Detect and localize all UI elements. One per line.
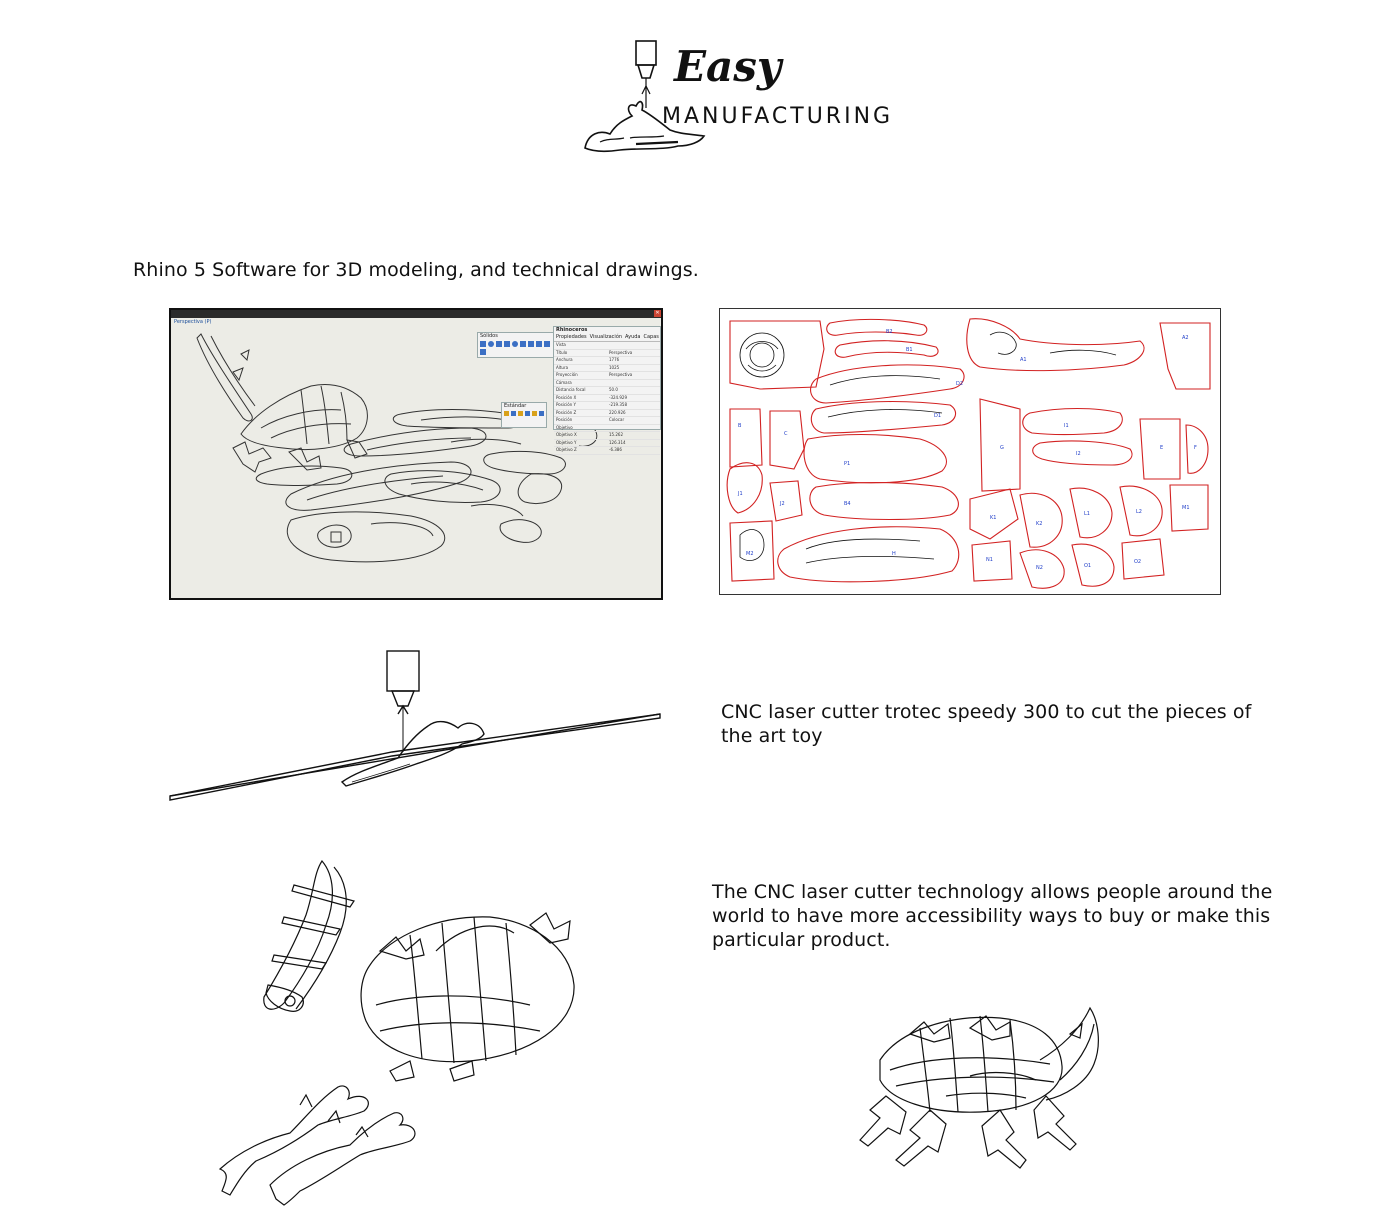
logo-word-easy: Easy <box>674 42 782 91</box>
part-label: B <box>738 423 742 429</box>
property-key: Altura <box>556 364 569 370</box>
property-value: 15.262 <box>609 432 623 437</box>
part-label: F <box>1194 445 1197 451</box>
property-value: 220.926 <box>609 409 626 415</box>
part-j1 <box>727 463 762 513</box>
engrave-face-inner <box>750 343 774 367</box>
assembled-beetle-drawing <box>850 1000 1110 1180</box>
part-c <box>770 411 804 469</box>
part-label: A1 <box>1020 357 1027 363</box>
panel-tab-layers: Capas <box>643 334 659 340</box>
cut-sheet-drawing <box>720 309 1220 594</box>
property-key: Cámara <box>556 379 572 385</box>
caption-accessibility: The CNC laser cutter technology allows people around the world to have more accessibility ways to buy or make this particular product. <box>712 881 1273 951</box>
part-i2 <box>1023 409 1123 435</box>
property-row <box>554 440 660 448</box>
part-label: M1 <box>1182 505 1190 511</box>
tool-scale-icon <box>525 411 530 416</box>
property-row <box>554 342 660 350</box>
part-label: O2 <box>1134 559 1142 565</box>
property-key: Proyección <box>556 372 578 377</box>
part-label: K1 <box>990 515 997 521</box>
exploded-pieces-illustration <box>210 855 590 1205</box>
property-key: Objetivo X <box>556 432 577 437</box>
property-key: Objetivo Y <box>556 439 577 445</box>
laser-cutter-illustration <box>166 648 666 808</box>
caption-laser: CNC laser cutter trotec speedy 300 to cut the pieces of the art toy <box>721 701 1252 747</box>
property-value <box>607 425 660 432</box>
part-label: G <box>1000 445 1004 451</box>
property-key: Objetivo <box>556 424 573 430</box>
properties-panel-title: Rhinoceros <box>556 327 588 333</box>
part-label: B2 <box>886 329 893 335</box>
property-value: -6.386 <box>609 447 622 452</box>
standard-toolbar <box>501 402 547 428</box>
property-value: 1776 <box>609 357 620 362</box>
property-key: Título <box>556 349 568 355</box>
part-label: E <box>1160 445 1164 451</box>
property-value <box>607 380 660 387</box>
property-row <box>554 425 660 433</box>
property-value: 50.0 <box>609 387 618 392</box>
property-row <box>554 417 660 425</box>
part-label: B1 <box>906 347 913 353</box>
rhino-viewport-screenshot <box>169 308 663 600</box>
part-o1 <box>1072 544 1114 586</box>
property-value: 126.314 <box>609 439 626 445</box>
property-value: Perspectiva <box>609 349 633 355</box>
property-key: Posición X <box>556 394 577 400</box>
property-row <box>554 380 660 388</box>
property-row <box>554 432 660 440</box>
part-label: C <box>784 431 788 437</box>
engrave-face-ring <box>740 333 784 377</box>
logo-word-manufacturing: MANUFACTURING <box>662 104 894 129</box>
property-value: Perspectiva <box>609 372 633 377</box>
part-leg-a1 <box>967 319 1144 371</box>
part-label: H <box>892 551 896 557</box>
property-row <box>554 365 660 373</box>
property-key: Distancia focal <box>556 387 586 392</box>
tool-mirror-icon <box>532 411 537 416</box>
property-key: Vista <box>556 342 566 347</box>
part-label: N1 <box>986 557 993 563</box>
part-p1 <box>804 435 946 483</box>
part-o2 <box>1122 539 1164 579</box>
tool-copy-icon <box>511 411 516 416</box>
part-label: P1 <box>844 461 851 467</box>
part-h <box>778 527 959 582</box>
part-l1 <box>1070 488 1112 538</box>
property-key: Posición <box>556 417 573 422</box>
part-label: A2 <box>1182 335 1189 341</box>
part-label: L1 <box>1084 511 1090 517</box>
part-label: O1 <box>1084 563 1092 569</box>
part-label: J1 <box>738 491 743 497</box>
properties-rows <box>554 342 660 455</box>
part-k1 <box>970 489 1018 539</box>
part-label: N2 <box>1036 565 1043 571</box>
part-label: I1 <box>1064 423 1069 429</box>
part-label: B4 <box>844 501 851 507</box>
part-j2 <box>770 481 802 521</box>
tool-fillet-icon <box>544 341 550 347</box>
solids-toolbar-title: Sólidos <box>480 333 498 339</box>
part-f <box>1186 425 1208 473</box>
property-value: -324.929 <box>609 394 627 400</box>
part-label: L2 <box>1136 509 1142 515</box>
part-b4 <box>810 483 959 520</box>
part-label: I2 <box>1076 451 1081 457</box>
brand-logo <box>580 38 894 158</box>
property-key: Anchura <box>556 357 573 362</box>
property-row <box>554 372 660 380</box>
properties-panel <box>553 326 661 452</box>
property-row <box>554 410 660 418</box>
property-key: Posición Z <box>556 409 577 415</box>
property-key: Posición Y <box>556 402 576 407</box>
part-head <box>730 321 824 389</box>
part-label: M2 <box>746 551 754 557</box>
tool-boolean-icon <box>536 341 542 347</box>
tool-sphere-icon <box>488 341 494 347</box>
property-row <box>554 402 660 410</box>
caption-rhino: Rhino 5 Software for 3D modeling, and technical drawings. <box>133 259 699 281</box>
tool-extrude-icon <box>528 341 534 347</box>
tool-cone-icon <box>504 341 510 347</box>
assembled-toy-illustration <box>850 1000 1110 1180</box>
tool-torus-icon <box>512 341 518 347</box>
property-value: 1025 <box>609 364 620 370</box>
part-label: J2 <box>780 501 785 507</box>
tool-rotate-icon <box>518 411 523 416</box>
tool-box-icon <box>480 341 486 347</box>
panel-tab-properties: Propiedades <box>556 334 587 340</box>
part-a2 <box>1160 323 1210 389</box>
property-value <box>607 342 660 349</box>
laser-cut-sheet <box>719 308 1221 595</box>
solids-toolbar <box>477 332 557 358</box>
exploded-assembly-drawing <box>210 855 590 1205</box>
property-row <box>554 447 660 455</box>
property-row <box>554 350 660 358</box>
tool-array-icon <box>539 411 544 416</box>
panel-tab-display: Visualización <box>589 334 623 340</box>
property-value: Colocar <box>609 417 625 422</box>
property-row <box>554 357 660 365</box>
part-i1 <box>1033 441 1132 465</box>
panel-tab-help: Ayuda <box>625 334 641 340</box>
property-value: -219.358 <box>609 402 627 407</box>
window-close-icon: ✕ <box>655 310 660 316</box>
tool-cylinder-icon <box>496 341 502 347</box>
part-horn-b2 <box>827 319 927 335</box>
property-row <box>554 395 660 403</box>
tool-move-icon <box>504 411 509 416</box>
rhino-titlebar <box>171 310 661 318</box>
tool-pipe-icon <box>520 341 526 347</box>
tool-shell-icon <box>480 349 486 355</box>
laser-head-icon <box>387 651 419 691</box>
property-key: Objetivo Z <box>556 447 577 452</box>
part-b <box>730 409 762 467</box>
property-row <box>554 387 660 395</box>
part-horn-b1 <box>835 341 938 358</box>
standard-toolbar-title: Estándar <box>504 403 527 409</box>
part-label: D1 <box>934 413 942 419</box>
part-label: D2 <box>956 381 964 387</box>
part-label: K2 <box>1036 521 1043 527</box>
laser-cutter-drawing <box>166 648 666 808</box>
viewport-tab: Perspectiva (P) <box>174 319 212 325</box>
